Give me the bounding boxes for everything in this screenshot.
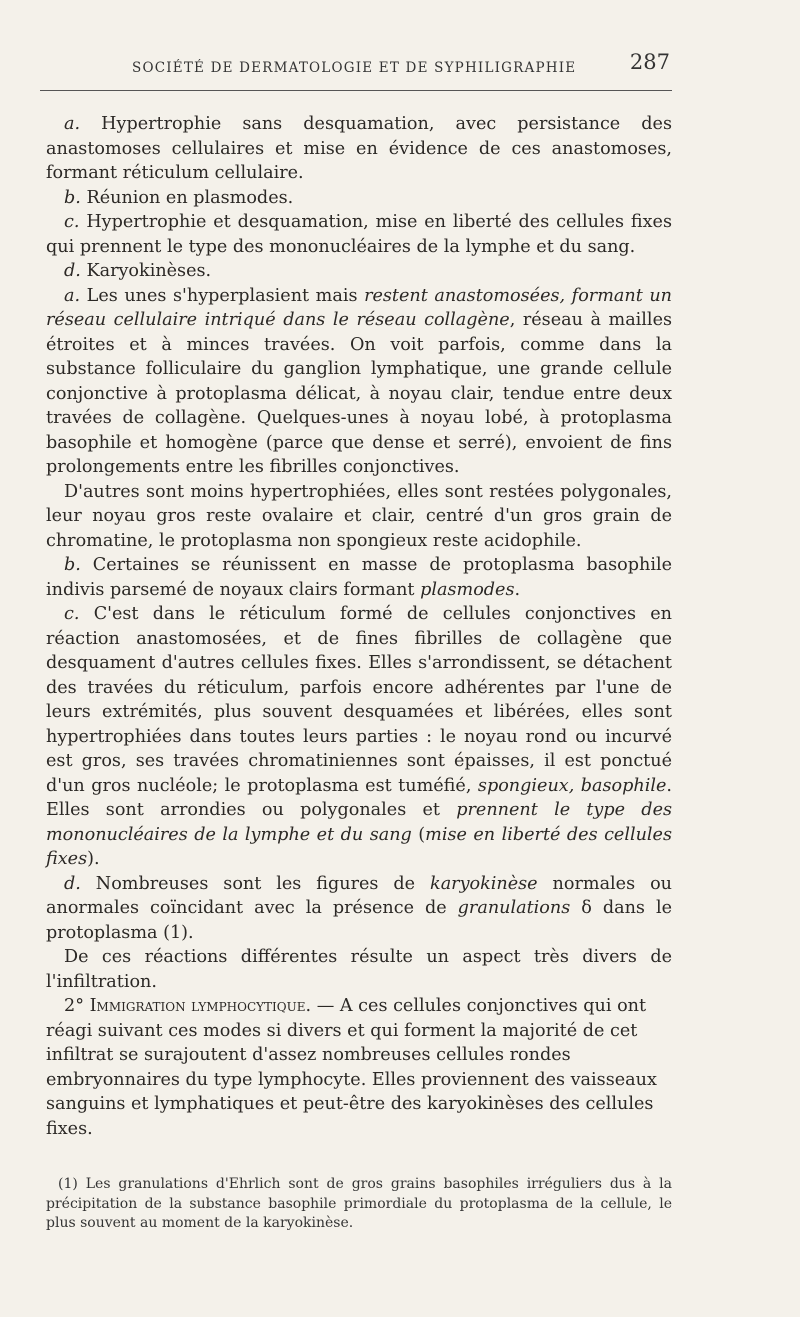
paragraph-c2 bbox=[46, 602, 672, 872]
item-label: d. bbox=[64, 873, 81, 894]
italic-span: karyokinèse bbox=[430, 873, 538, 894]
text-span: Certaines se réunissent en masse de protoplasma basophile indivis parsemé de noyaux clairs formant bbox=[46, 555, 672, 600]
italic-span: plasmodes bbox=[420, 579, 515, 600]
text-span: Hypertrophie sans desquamation, avec persistance des anastomoses cellulaires et mise en évidence de ces anastomoses, formant réticulum cellulaire. bbox=[46, 114, 672, 183]
item-label: a. bbox=[64, 285, 81, 306]
paragraph-d1 bbox=[46, 259, 672, 284]
italic-span: prennent le type des mononucléaires de la lymphe et du sang bbox=[46, 800, 673, 845]
item-label: c. bbox=[64, 604, 80, 624]
page-number: 287 bbox=[629, 50, 670, 74]
item-label: b. bbox=[64, 187, 81, 208]
text-span: . bbox=[514, 579, 521, 600]
text-span: C'est dans le réticulum formé de cellules conjonctives en réaction anastomosées, et de fines fibrilles de collagène que desquament d'autres cellules fixes. Elles s'arrondissent, se détachent des travées du réticulum, parfois encore adhérentes par l'une de leurs extrémités, plus souvent desquamées et libérées, elles sont hypertrophiées dans toutes leurs parties : le noyau rond ou incurvé est gros, ses travées chromatiniennes sont épaisses, il est ponctué d'un gros nucléole; le protoplasma est tuméfié, bbox=[46, 604, 672, 796]
text-span: normales ou anormales coïncidant avec la présence de bbox=[46, 873, 672, 918]
item-label: c. bbox=[64, 212, 80, 232]
text-span: ( bbox=[411, 824, 426, 845]
italic-span: granulations bbox=[457, 898, 571, 918]
italic-span: restent anastomosées, formant un réseau cellulaire intriqué dans le réseau collagène bbox=[46, 285, 672, 330]
paragraph-reactions bbox=[46, 945, 672, 994]
footnote-1 bbox=[46, 1175, 672, 1234]
text-span: — A ces cellules conjonctives qui ont réagi suivant ces modes si divers et qui forment la majorité de cet infiltrat se surajoutent d'assez nombreuses cellules rondes embryonnaires du type lymphocyte. Elles proviennent des vaisseaux sanguins et lymphatiques et peut-être des karyokinèses des cellules fixes. bbox=[46, 996, 657, 1139]
running-title: SOCIÉTÉ DE DERMATOLOGIE ET DE SYPHILIGRAPHIE bbox=[132, 60, 577, 76]
paragraph-d2 bbox=[46, 872, 672, 946]
text-span: , réseau à mailles étroites et à minces travées. On voit parfois, comme dans la substance folliculaire du ganglion lymphatique, une grande cellule conjonctive à protoplasma délicat, à noyau clair, tendue entre deux travées de collagène. Quelques-unes à noyau lobé, à protoplasma basophile et homogène (parce que dense et serré), envoient de fins prolongements entre les fibrilles conjonctives. bbox=[46, 310, 673, 477]
text-span: (1) Les granulations d'Ehrlich sont de gros grains basophiles irréguliers dus à la précipitation de la substance basophile primordiale du protoplasma de la cellule, le plus souvent au moment de la karyokinèse. bbox=[46, 1176, 672, 1231]
body-text bbox=[46, 112, 672, 1141]
text-span: Les unes s'hyperplasient mais bbox=[80, 285, 365, 306]
italic-span: spongieux, basophile bbox=[477, 775, 667, 796]
paragraph-c1 bbox=[46, 210, 672, 259]
page-header bbox=[40, 50, 672, 80]
paragraph-immigration bbox=[46, 994, 672, 1141]
text-span: De ces réactions différentes résulte un aspect très divers de l'infiltration. bbox=[46, 947, 672, 992]
text-span: . Elles sont arrondies ou polygonales et bbox=[46, 775, 673, 820]
paragraph-b2 bbox=[46, 553, 672, 602]
text-span: ). bbox=[87, 849, 100, 869]
paragraph-autres bbox=[46, 480, 672, 554]
text-span: Nombreuses sont les figures de bbox=[80, 873, 431, 894]
text-span: D'autres sont moins hypertrophiées, elles sont restées polygonales, leur noyau gros reste ovalaire et clair, centré d'un gros grain de chromatine, le protoplasma non spongieux reste acidophile. bbox=[46, 481, 672, 551]
section-heading: Immigration lymphocytique. bbox=[89, 996, 312, 1016]
text-span: Hypertrophie et desquamation, mise en liberté des cellules fixes qui prennent le type des mononucléaires de la lymphe et du sang. bbox=[46, 212, 672, 257]
paragraph-a1 bbox=[46, 112, 672, 186]
item-label: b. bbox=[64, 555, 81, 575]
italic-span: mise en liberté des cellules fixes bbox=[46, 824, 672, 869]
item-label: a. bbox=[64, 114, 81, 134]
item-label: d. bbox=[64, 261, 81, 281]
paragraph-b1 bbox=[46, 186, 672, 211]
text-span: δ dans le protoplasma (1). bbox=[46, 898, 672, 943]
header-rule bbox=[40, 90, 672, 91]
paragraph-a2 bbox=[46, 284, 672, 480]
text-span: 2° bbox=[64, 996, 90, 1016]
footnotes bbox=[46, 1175, 672, 1234]
text-span: Karyokinèses. bbox=[80, 261, 212, 281]
text-span: Réunion en plasmodes. bbox=[80, 187, 294, 208]
